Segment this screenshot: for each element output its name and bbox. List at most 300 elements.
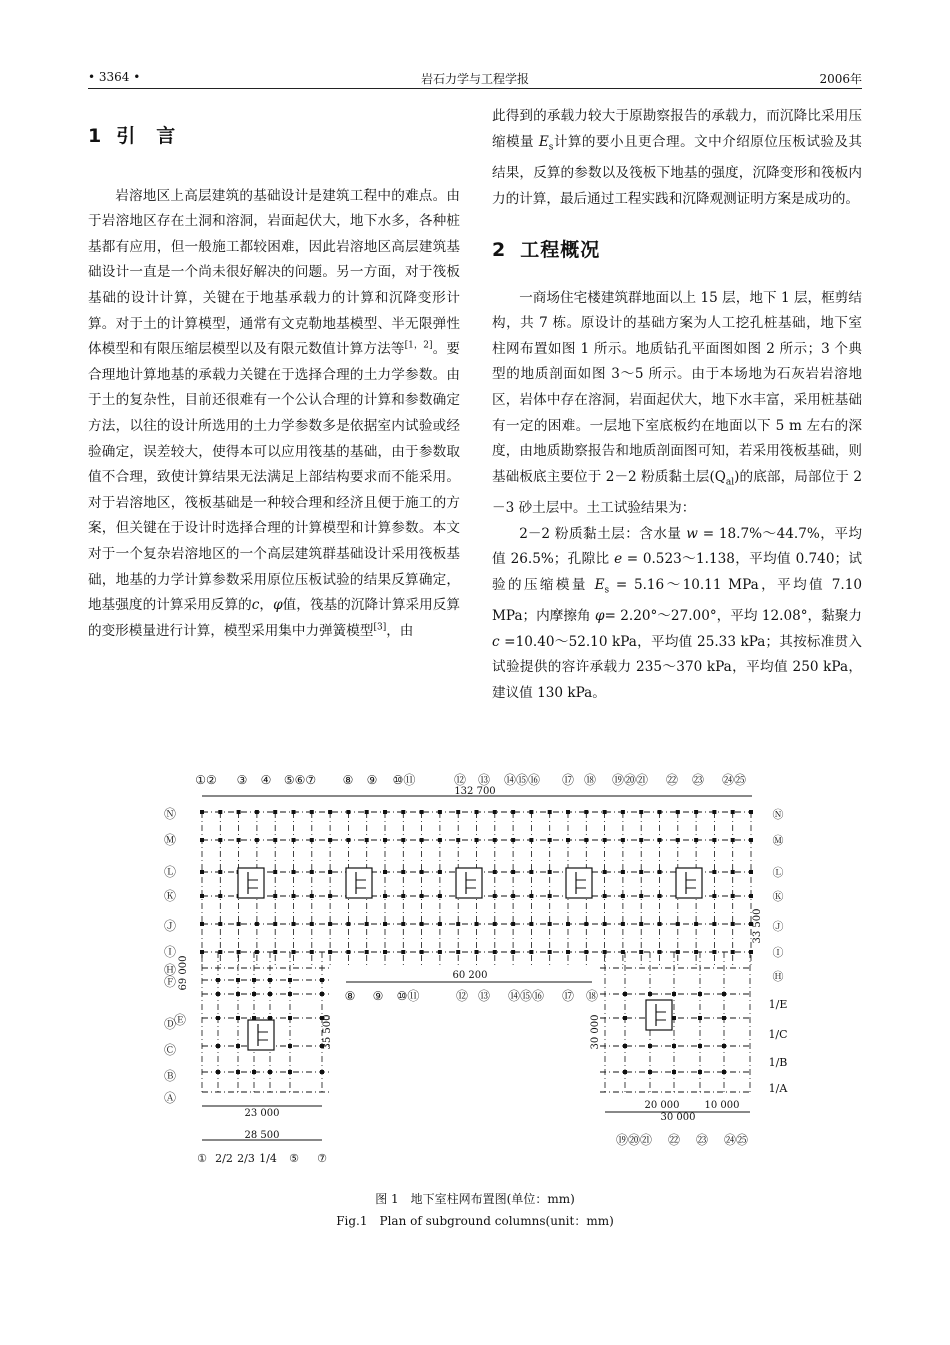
column (216, 978, 220, 982)
column (383, 838, 387, 842)
column (621, 810, 625, 814)
column (328, 810, 332, 814)
column (288, 1070, 292, 1074)
column (731, 838, 735, 842)
axis-label-left: Ⓜ (163, 833, 177, 847)
column (346, 810, 350, 814)
column (401, 950, 405, 954)
column (273, 870, 277, 874)
column (346, 838, 350, 842)
column (475, 922, 479, 926)
column (236, 1044, 240, 1048)
column (658, 950, 662, 954)
column (511, 894, 515, 898)
column (218, 950, 222, 954)
column (658, 894, 662, 898)
column (310, 894, 314, 898)
column (292, 810, 296, 814)
column (722, 1044, 726, 1048)
column (493, 922, 497, 926)
column (365, 810, 369, 814)
column (383, 870, 387, 874)
axis-label-top: ㉓ (691, 773, 705, 787)
column (511, 870, 515, 874)
journal-name: 岩石力学与工程学报 (420, 72, 529, 86)
column (603, 950, 607, 954)
axis-label-bottom-left: 2/3 (237, 1152, 255, 1165)
column (292, 838, 296, 842)
column (584, 810, 588, 814)
column (236, 992, 240, 996)
elevator-core (248, 1020, 274, 1050)
axis-label-mid: ⑰ (561, 989, 575, 1003)
dimension-b2: 28 500 (244, 1130, 280, 1141)
column (288, 992, 292, 996)
column (623, 992, 627, 996)
axis-label-left: Ⓕ (163, 975, 177, 989)
column (383, 922, 387, 926)
column (639, 838, 643, 842)
column (438, 894, 442, 898)
axis-label-top: ⑧ (342, 773, 354, 787)
column (676, 838, 680, 842)
column (658, 838, 662, 842)
column (676, 950, 680, 954)
column (288, 1044, 292, 1048)
column (731, 870, 735, 874)
column (420, 810, 424, 814)
axis-label-left: Ⓚ (163, 889, 177, 903)
axis-label-left: Ⓛ (163, 865, 177, 879)
axis-label-left: Ⓒ (163, 1043, 177, 1057)
column (493, 870, 497, 874)
column (749, 870, 753, 874)
axis-label-left: Ⓑ (163, 1069, 177, 1083)
column (218, 922, 222, 926)
column (456, 810, 460, 814)
axis-label-left: Ⓓ (163, 1017, 177, 1031)
running-header (88, 68, 862, 89)
column (420, 894, 424, 898)
dimension-r2: 10 000 (704, 1100, 740, 1111)
column (200, 810, 204, 814)
column (658, 922, 662, 926)
column (672, 992, 676, 996)
column (694, 810, 698, 814)
column (621, 894, 625, 898)
column (672, 1044, 676, 1048)
column (658, 810, 662, 814)
column (749, 894, 753, 898)
column (420, 838, 424, 842)
section-1-heading: 1 引 言 (88, 125, 177, 147)
soil-paragraph: 2－2 粉质黏土层：含水量 w = 18.7%～44.7%，平均值 26.5%；孔隙比 e = 0.523～1.138，平均值 0.740；试验的压缩模量 $E_s$ = 5.16～10.11 MPa，平均值 7.10 MPa；内摩擦角 φ= 2.20°～27.00°，平均 12.08°，黏聚力 c =10.40～52.10 kPa，平均值 25.33 kPa；其按标准贯入试验提供的容许承载力 235～370 kPa，平均值 250 kPa，建议值 130 kPa。 (492, 525, 863, 702)
column (288, 1016, 292, 1020)
column (268, 1070, 272, 1074)
intro-paragraph-cont (492, 104, 862, 212)
axis-label-mid: ⑫ (455, 989, 469, 1003)
column (698, 992, 702, 996)
column (475, 950, 479, 954)
column (694, 922, 698, 926)
column (529, 810, 533, 814)
column (310, 922, 314, 926)
column (310, 950, 314, 954)
axis-label-bottom-left: ⑦ (317, 1152, 327, 1165)
elevator-core (566, 868, 592, 898)
column (268, 978, 272, 982)
column (252, 978, 256, 982)
column (216, 992, 220, 996)
column (694, 838, 698, 842)
column (511, 950, 515, 954)
column (712, 950, 716, 954)
column (328, 870, 332, 874)
column (722, 1070, 726, 1074)
column (621, 838, 625, 842)
column (420, 922, 424, 926)
column (603, 838, 607, 842)
column (493, 810, 497, 814)
column (511, 838, 515, 842)
column (328, 838, 332, 842)
section-2-heading: 2 工程概况 (492, 239, 601, 262)
axis-label-left: Ⓐ (163, 1091, 177, 1105)
column-grid-figure (150, 768, 800, 1168)
column (648, 1070, 652, 1074)
column (621, 870, 625, 874)
left-column (88, 118, 460, 644)
axis-label-top: ⑤⑥⑦ (283, 773, 317, 787)
axis-label-bottom-right: ⑲⑳㉑ (615, 1133, 653, 1147)
column (255, 950, 259, 954)
column (493, 950, 497, 954)
column (200, 922, 204, 926)
column (236, 978, 240, 982)
year: 2006年 (819, 72, 862, 86)
column (529, 870, 533, 874)
column (438, 810, 442, 814)
column (218, 894, 222, 898)
column (623, 1070, 627, 1074)
axis-label-left: Ⓙ (163, 919, 177, 933)
column (511, 810, 515, 814)
column (621, 950, 625, 954)
column (273, 922, 277, 926)
axis-label-mid: ⑬ (477, 989, 491, 1003)
column (548, 894, 552, 898)
column (475, 810, 479, 814)
column (698, 1016, 702, 1020)
axis-label-right: Ⓚ (772, 890, 784, 903)
column (529, 950, 533, 954)
column (310, 810, 314, 814)
axis-label-right: Ⓛ (772, 866, 784, 879)
column (292, 950, 296, 954)
column (401, 894, 405, 898)
column (712, 810, 716, 814)
column (268, 992, 272, 996)
column (639, 810, 643, 814)
column (712, 922, 716, 926)
dimension-r1: 20 000 (644, 1100, 680, 1111)
column (658, 870, 662, 874)
column (648, 992, 652, 996)
column (438, 922, 442, 926)
column (346, 922, 350, 926)
column (273, 894, 277, 898)
axis-label-bottom-left: 2/2 (215, 1152, 233, 1165)
column (731, 950, 735, 954)
column (310, 838, 314, 842)
axis-label-mid: ⑭⑮⑯ (507, 989, 545, 1003)
elevator-core (456, 868, 482, 898)
axis-label-right: 1/C (768, 1028, 788, 1041)
column (623, 1044, 627, 1048)
column (603, 810, 607, 814)
dimension-left: 69 000 (178, 955, 189, 991)
column (511, 922, 515, 926)
column (237, 810, 241, 814)
dimension-top: 132 700 (454, 786, 496, 797)
column (639, 870, 643, 874)
column (548, 838, 552, 842)
column (273, 950, 277, 954)
column (712, 870, 716, 874)
column (401, 810, 405, 814)
column (676, 810, 680, 814)
dimension-mid: 60 200 (452, 970, 488, 981)
axis-label-top: ⑲⑳㉑ (611, 773, 649, 787)
column (328, 922, 332, 926)
figure-caption-cn: 图 1 地下室柱网布置图(单位：mm) (375, 1192, 575, 1206)
dimension-lw: 35 500 (322, 1014, 333, 1050)
ref-3[interactable]: [3] (373, 622, 387, 633)
project-paragraph: 一商场住宅楼建筑群地面以上 15 层，地下 1 层，框剪结构，共 7 栋。原设计的基础方案为人工挖孔桩基础，地下室柱网布置如图 1 所示。地质钻孔平面图如图 2 所示；3 个典型的地质剖面如图 3～5 所示。由于本场地为石灰岩岩溶地区，岩体中存在溶洞，岩面起伏大，地下水丰富，采用桩基础有一定的困难。一层地下室底板约在地面以下 5 m 左右的深度，由地质勘察报告和地质剖面图可知，若采用筏板基础，则基础板底主要位于 2－2 粉质黏土层$(Q_{al})$的底部，局部位于 2－3 砂土层中。土工试验结果为： (492, 289, 863, 517)
column (749, 810, 753, 814)
column (255, 810, 259, 814)
column (731, 894, 735, 898)
axis-label-bottom-right: ㉒ (667, 1133, 681, 1147)
axis-label-left: Ⓔ (173, 1013, 187, 1027)
column (320, 978, 324, 982)
column (731, 810, 735, 814)
column (566, 838, 570, 842)
column (401, 838, 405, 842)
column (320, 992, 324, 996)
axis-label-right: 1/A (768, 1082, 788, 1095)
column (694, 950, 698, 954)
column (346, 950, 350, 954)
column (623, 1016, 627, 1020)
column (456, 950, 460, 954)
column (401, 870, 405, 874)
figure-caption-en: Fig.1 Plan of subground columns(unit：mm) (336, 1214, 614, 1228)
column (273, 838, 277, 842)
axis-label-bottom-right: ㉔㉕ (723, 1133, 749, 1147)
column (200, 870, 204, 874)
axis-label-right: 1/B (768, 1056, 788, 1069)
column (216, 1016, 220, 1020)
column (584, 922, 588, 926)
axis-label-bottom-left: 1/4 (259, 1152, 277, 1165)
axis-label-top: ㉔㉕ (721, 773, 747, 787)
column (252, 1070, 256, 1074)
column (383, 950, 387, 954)
column (383, 810, 387, 814)
column (639, 922, 643, 926)
column (603, 870, 607, 874)
column (548, 810, 552, 814)
column (584, 838, 588, 842)
column (493, 894, 497, 898)
column (218, 838, 222, 842)
axis-label-top: ⑫ (453, 773, 467, 787)
column (255, 838, 259, 842)
column (292, 870, 296, 874)
column (529, 838, 533, 842)
axis-label-left: Ⓝ (163, 807, 177, 821)
column (288, 978, 292, 982)
column (320, 1070, 324, 1074)
column (438, 950, 442, 954)
axis-label-left: Ⓘ (163, 945, 177, 959)
axis-label-mid: ⑱ (585, 989, 599, 1003)
axis-label-right: Ⓘ (772, 946, 784, 959)
right-column (492, 104, 862, 707)
column (365, 838, 369, 842)
axis-label-top: ⑨ (366, 773, 378, 787)
column (273, 810, 277, 814)
axis-label-top: ⑭⑮⑯ (503, 773, 541, 787)
axis-label-mid: ⑧ (344, 989, 356, 1003)
column (237, 838, 241, 842)
column (237, 950, 241, 954)
axis-label-mid: ⑩⑪ (396, 989, 420, 1003)
elevator-core (676, 868, 702, 898)
column (603, 922, 607, 926)
column (237, 922, 241, 926)
column (456, 838, 460, 842)
intro-paragraph: 岩溶地区上高层建筑的基础设计是建筑工程中的难点。由于岩溶地区存在土洞和溶洞，岩面起伏大，地下水多，各种桩基都有应用，但一般施工都较困难，因此岩溶地区高层建筑基础设计一直是一个尚未很好解决的问题。另一方面，对于筏板基础的设计计算，关键在于地基承载力的计算和沉降变形计算。对于土的计算模型，通常有文克勒地基模型、半无限弹性体模型和有限压缩层模型以及有限元数值计算方法等[1，2]。要合理地计算地基的承载力关键在于选择合理的土力学参数。由于土的复杂性，目前还很难有一个公认合理的计算和参数确定方法，以往的设计所选用的土力学参数多是依据室内试验或经验确定，误差较大，使得本可以应用筏基的基础，由于参数取值不合理，致使计算结果无法满足上部结构要求而不能采用。对于岩溶地区，筏板基础是一种较合理和经济且便于施工的方案，但关键在于设计时选择合理的计算模型和计算参数。本文对于一个复杂岩溶地区的一个高层建筑群基础设计采用筏板基础，地基的力学计算参数采用原位压板试验的结果反算确定，地基强度的计算采用反算的c，φ值，筏基的沉降计算采用反算的变形模量进行计算，模型采用集中力弹簧模型[3]，由 (88, 187, 461, 639)
column (722, 1016, 726, 1020)
column (566, 950, 570, 954)
elevator-core (346, 868, 372, 898)
page-number: • 3364 • (88, 70, 141, 84)
column (216, 1070, 220, 1074)
column (548, 870, 552, 874)
axis-label-right: Ⓝ (772, 808, 784, 821)
column (722, 992, 726, 996)
intro-paragraph-tail: 此得到的承载力较大于原勘察报告的承载力，而沉降比采用压缩模量 $E_s$计算的要小且更合理。文中介绍原位压板试验及其结果，反算的参数以及筏板下地基的强度，沉降变形和筏板内力的计算，最后通过工程实践和沉降观测证明方案是成功的。 (492, 108, 862, 207)
column (731, 922, 735, 926)
axis-label-left: Ⓗ (163, 963, 177, 977)
dimension-b1: 23 000 (244, 1108, 280, 1119)
column (548, 922, 552, 926)
column (216, 1044, 220, 1048)
column (639, 950, 643, 954)
axis-label-top: ①② (195, 773, 217, 787)
axis-label-top: ㉒ (665, 773, 679, 787)
elevator-core (646, 1000, 672, 1030)
column (698, 1070, 702, 1074)
column (218, 810, 222, 814)
column (255, 922, 259, 926)
axis-label-right: Ⓜ (772, 834, 784, 847)
column (566, 810, 570, 814)
column (712, 838, 716, 842)
column (456, 922, 460, 926)
axis-label-bottom-left: ⑤ (289, 1152, 299, 1165)
column (475, 838, 479, 842)
axis-label-right: 1/E (768, 998, 788, 1011)
axis-label-top: ④ (260, 773, 272, 787)
axis-label-top: ⑩⑪ (392, 773, 416, 787)
column (383, 894, 387, 898)
column (603, 894, 607, 898)
axis-label-top: ⑱ (583, 773, 597, 787)
column (365, 950, 369, 954)
column (749, 950, 753, 954)
column (328, 894, 332, 898)
elevator-core (238, 868, 264, 898)
column (310, 870, 314, 874)
axis-label-top: ⑬ (477, 773, 491, 787)
column (749, 838, 753, 842)
column (252, 992, 256, 996)
ref-1-2[interactable]: [1，2] (404, 340, 433, 351)
column (292, 922, 296, 926)
column (529, 894, 533, 898)
column (548, 950, 552, 954)
column (420, 870, 424, 874)
axis-label-mid: ⑨ (372, 989, 384, 1003)
column (529, 922, 533, 926)
column (648, 1044, 652, 1048)
column (698, 1044, 702, 1048)
column (584, 950, 588, 954)
column (438, 838, 442, 842)
column (292, 894, 296, 898)
column (493, 838, 497, 842)
axis-label-right: Ⓗ (772, 970, 784, 983)
column (676, 922, 680, 926)
column (639, 894, 643, 898)
column (438, 870, 442, 874)
column (200, 950, 204, 954)
column (328, 950, 332, 954)
column (621, 922, 625, 926)
axis-label-top: ⑰ (561, 773, 575, 787)
column (200, 894, 204, 898)
axis-label-right: Ⓙ (772, 920, 784, 933)
dimension-right: 33 500 (752, 908, 763, 944)
axis-label-top: ③ (236, 773, 248, 787)
column (672, 1070, 676, 1074)
column (200, 838, 204, 842)
axis-label-bottom-left: ① (197, 1152, 207, 1165)
column (566, 922, 570, 926)
column (365, 922, 369, 926)
column (401, 922, 405, 926)
dimension-r3: 30 000 (660, 1112, 696, 1123)
column (236, 1070, 240, 1074)
column (218, 870, 222, 874)
column (712, 894, 716, 898)
column (420, 950, 424, 954)
axis-label-bottom-right: ㉓ (695, 1133, 709, 1147)
dimension-rw: 30 000 (590, 1014, 601, 1050)
